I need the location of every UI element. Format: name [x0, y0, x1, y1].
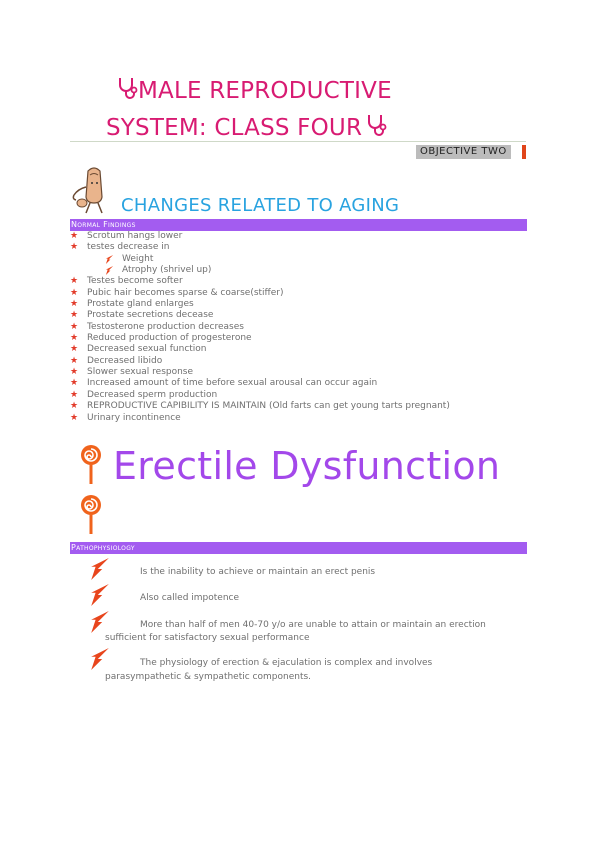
- lightning-bolt-icon: [89, 584, 111, 610]
- list-item: ★ Increased amount of time before sexual arousal can occur again: [70, 378, 378, 389]
- page-title-line-1: MALE REPRODUCTIVE: [138, 78, 392, 104]
- patho-item: Also called impotence: [140, 593, 240, 603]
- list-item: ★ testes decrease in: [70, 242, 170, 253]
- list-item: ★ Prostate gland enlarges: [70, 299, 194, 310]
- list-item: ★ Decreased libido: [70, 355, 163, 366]
- patho-item: Is the inability to achieve or maintain an erect penis: [140, 567, 376, 577]
- star-bullet-icon: ★: [70, 367, 79, 378]
- list-item: ★ Testosterone production decreases: [70, 321, 244, 332]
- lollipop-icon: [79, 494, 103, 540]
- list-item: ★ Decreased sexual function: [70, 344, 207, 355]
- title-line-2: [106, 113, 387, 143]
- list-item: ★ Slower sexual response: [70, 367, 194, 378]
- list-subitem: Weight: [70, 254, 450, 265]
- list-item: ★ Reduced production of progesterone: [70, 333, 252, 344]
- section-title-erectile-dysfunction: Erectile Dysfunction: [113, 444, 501, 488]
- objective-accent-bar: [522, 145, 526, 159]
- patho-item-continued: sufficient for satisfactory sexual performance: [105, 633, 310, 643]
- star-bullet-icon: ★: [70, 231, 79, 241]
- lightning-bolt-icon: [89, 558, 111, 584]
- star-bullet-icon: ★: [70, 287, 79, 298]
- star-bullet-icon: ★: [70, 344, 79, 355]
- patho-item: The physiology of erection & ejaculation is complex and involves: [140, 658, 433, 668]
- star-bullet-icon: ★: [70, 333, 79, 344]
- pathophysiology-band: Pathophysiology: [70, 542, 527, 554]
- section-title-aging: CHANGES RELATED TO AGING: [121, 195, 400, 216]
- star-bullet-icon: ★: [70, 299, 79, 310]
- star-bullet-icon: ★: [70, 310, 79, 321]
- patho-item: More than half of men 40-70 y/o are unable to attain or maintain an erection: [140, 620, 486, 630]
- star-bullet-icon: ★: [70, 401, 79, 412]
- patho-item-continued: parasympathetic & sympathetic components.: [105, 672, 312, 682]
- stethoscope-icon: [365, 113, 387, 143]
- star-bullet-icon: ★: [70, 355, 79, 366]
- list-subitem: Atrophy (shrivel up): [70, 265, 450, 276]
- list-item: ★ Scrotum hangs lower: [70, 231, 183, 241]
- lollipop-icon: [79, 444, 103, 490]
- objective-badge: OBJECTIVE TWO: [416, 145, 511, 159]
- star-bullet-icon: ★: [70, 321, 79, 332]
- title-line-1: [116, 76, 392, 106]
- cartoon-figure-icon: [68, 165, 114, 219]
- star-bullet-icon: ★: [70, 378, 79, 389]
- list-item: ★ Urinary incontinence: [70, 412, 181, 423]
- normal-findings-band: Normal Findings: [70, 219, 527, 231]
- list-item: ★ Decreased sperm production: [70, 389, 218, 400]
- list-item: ★ Prostate secretions decease: [70, 310, 214, 321]
- list-item: ★ REPRODUCTIVE CAPIBILITY IS MAINTAIN (Old farts can get young tarts pregnant): [70, 401, 450, 412]
- header-divider: [70, 141, 526, 142]
- normal-findings-list: [70, 231, 450, 424]
- stethoscope-icon: [116, 76, 138, 106]
- star-bullet-icon: ★: [70, 389, 79, 400]
- star-bullet-icon: ★: [70, 412, 79, 423]
- list-item: ★ Pubic hair becomes sparse & coarse(stiffer): [70, 287, 284, 298]
- list-item: ★ Testes become softer: [70, 276, 183, 287]
- page-title-line-2: SYSTEM: CLASS FOUR: [106, 115, 363, 141]
- star-bullet-icon: ★: [70, 242, 79, 253]
- star-bullet-icon: ★: [70, 276, 79, 287]
